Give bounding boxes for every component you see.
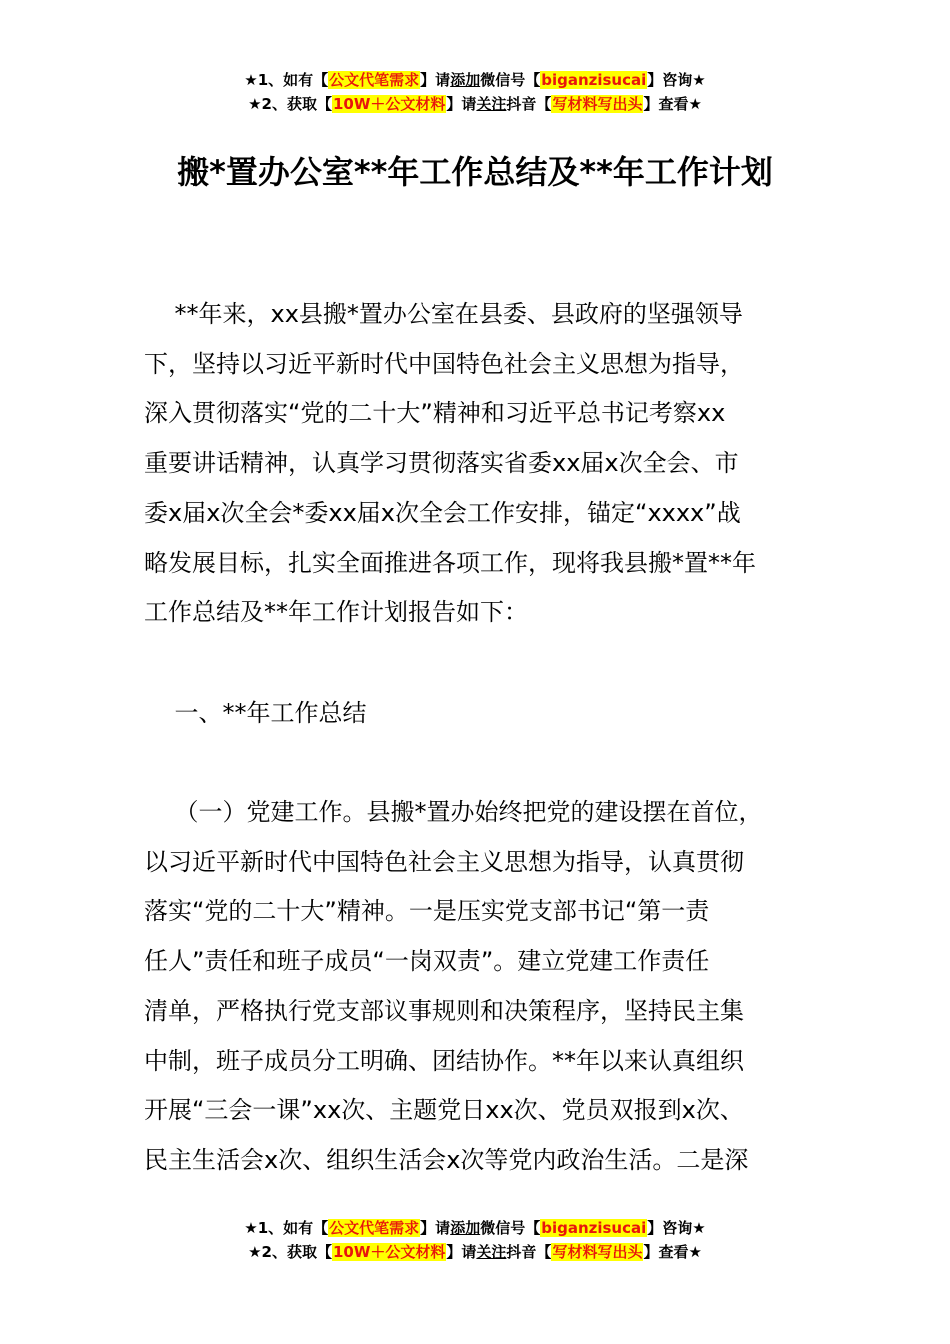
banner-text: ★1、如有【 xyxy=(244,71,329,89)
banner-text: 】请 xyxy=(446,95,477,113)
banner-underline: 添加 xyxy=(450,1219,481,1237)
paragraph-line: 清单，严格执行党支部议事规则和决策程序，坚持民主集 xyxy=(144,996,744,1025)
section1-paragraph xyxy=(144,788,816,1186)
paragraph-line: 以习近平新时代中国特色社会主义思想为指导，认真贯彻 xyxy=(144,847,744,876)
banner-highlight: biganzisucai xyxy=(541,1219,647,1237)
banner-highlight: 10W＋公文材料 xyxy=(332,1243,446,1261)
banner-highlight: 写材料写出头 xyxy=(552,95,643,113)
banner-text: 】请 xyxy=(420,71,451,89)
banner-text: 】请 xyxy=(446,1243,477,1261)
banner-underline: 关注 xyxy=(476,1243,507,1261)
banner-text: ★2、获取【 xyxy=(248,1243,332,1261)
banner-line-1 xyxy=(0,68,950,92)
document-title: 搬*置办公室**年工作总结及**年工作计划 xyxy=(177,153,773,191)
paragraph-line: 落实“党的二十大”精神。一是压实党支部书记“第一责 xyxy=(144,897,710,926)
paragraph-line: 民主生活会x次、组织生活会x次等党内政治生活。二是深 xyxy=(144,1145,749,1174)
banner-text: 抖音【 xyxy=(506,1243,552,1261)
banner-text: 】查看★ xyxy=(643,95,702,113)
banner-highlight: biganzisucai xyxy=(541,71,647,89)
banner-text: 】咨询★ xyxy=(647,1219,706,1237)
paragraph-line: 下，坚持以习近平新时代中国特色社会主义思想为指导， xyxy=(144,349,744,378)
banner-underline: 关注 xyxy=(476,95,507,113)
banner-highlight: 公文代笔需求 xyxy=(329,71,420,89)
banner-underline: 添加 xyxy=(450,71,481,89)
banner-highlight: 10W＋公文材料 xyxy=(332,95,446,113)
banner-text: ★1、如有【 xyxy=(244,1219,329,1237)
paragraph-line: 任人”责任和班子成员“一岗双责”。建立党建工作责任 xyxy=(144,947,710,976)
header-banner xyxy=(0,68,950,116)
banner-text: 微信号【 xyxy=(480,1219,541,1237)
banner-highlight: 写材料写出头 xyxy=(552,1243,643,1261)
footer-banner xyxy=(0,1216,950,1264)
section-heading xyxy=(144,689,816,739)
banner-text: 微信号【 xyxy=(480,71,541,89)
banner-text: ★2、获取【 xyxy=(248,95,332,113)
paragraph-line: 略发展目标，扎实全面推进各项工作，现将我县搬*置**年 xyxy=(144,548,756,577)
section-heading-text: 一、**年工作总结 xyxy=(144,699,367,727)
paragraph-line: 中制，班子成员分工明确、团结协作。**年以来认真组织 xyxy=(144,1046,744,1075)
paragraph-line: 工作总结及**年工作计划报告如下： xyxy=(144,598,528,627)
banner-text: 抖音【 xyxy=(506,95,552,113)
paragraph-line: 开展“三会一课”xx次、主题党日xx次、党员双报到x次、 xyxy=(144,1096,744,1125)
banner-line-2 xyxy=(0,1240,950,1264)
banner-text: 】咨询★ xyxy=(647,71,706,89)
paragraph-line: （一）党建工作。县搬*置办始终把党的建设摆在首位， xyxy=(144,798,763,826)
paragraph-line: 深入贯彻落实“党的二十大”精神和习近平总书记考察xx xyxy=(144,399,726,428)
banner-text: 】查看★ xyxy=(643,1243,702,1261)
banner-line-1 xyxy=(0,1216,950,1240)
intro-paragraph xyxy=(144,290,816,638)
paragraph-line: 委x届x次全会*委xx届x次全会工作安排，锚定“xxxx”战 xyxy=(144,498,741,527)
banner-highlight: 公文代笔需求 xyxy=(329,1219,420,1237)
banner-text: 】请 xyxy=(420,1219,451,1237)
banner-line-2 xyxy=(0,92,950,116)
paragraph-line: **年来，xx县搬*置办公室在县委、县政府的坚强领导 xyxy=(144,300,743,328)
paragraph-line: 重要讲话精神，认真学习贯彻落实省委xx届x次全会、市 xyxy=(144,449,739,478)
